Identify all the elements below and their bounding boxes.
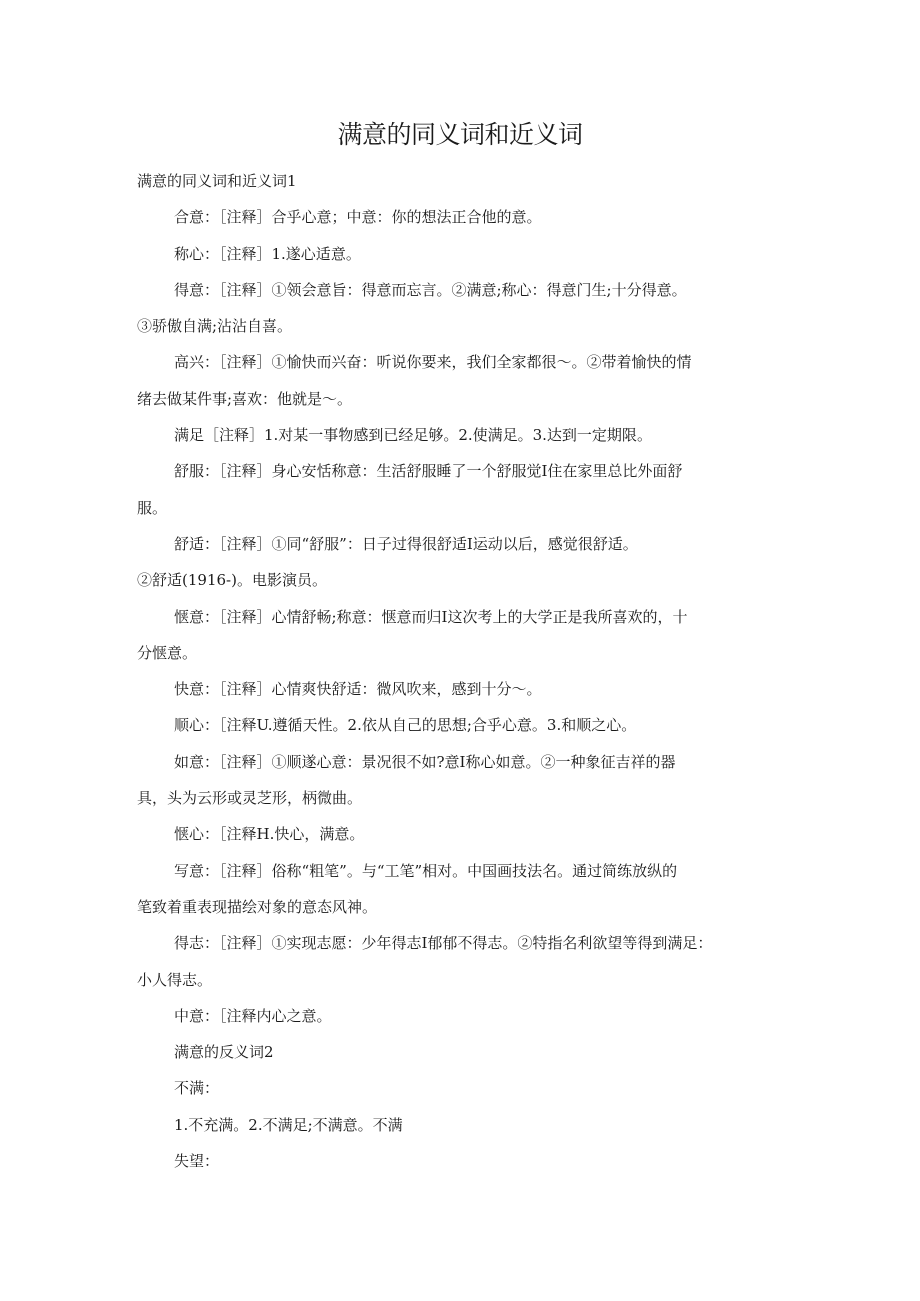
- entry-shufu: 舒服：［注释］身心安恬称意：生活舒服睡了一个舒服觉I住在家里总比外面舒: [174, 462, 683, 481]
- document-body: [137, 163, 787, 1179]
- entry-qieyi-cont: 分惬意。: [137, 643, 198, 662]
- entry-dezhi: 得志：［注释］①实现志愿：少年得志I郁郁不得志。②特指名利欲望等得到满足：: [174, 934, 713, 953]
- entry-qieyi: 惬意：［注释］心情舒畅;称意：惬意而归I这次考上的大学正是我所喜欢的，十: [174, 607, 688, 626]
- entry-dezhi-cont: 小人得志。: [137, 970, 213, 989]
- entry-shunxin: 顺心：［注释U.遵循天性。2.依从自己的思想;合乎心意。3.和顺之心。: [174, 716, 637, 735]
- entry-manzu: 满足［注释］1.对某一事物感到已经足够。2.使满足。3.达到一定期限。: [174, 426, 652, 445]
- antonym-heading: 满意的反义词2: [174, 1043, 274, 1062]
- entry-ruyi: 如意：［注释］①顺遂心意：景况很不如?意I称心如意。②一种象征吉祥的器: [174, 752, 676, 771]
- entry-zhongyi: 中意：［注释内心之意。: [174, 1006, 332, 1025]
- entry-deyi: 得意：［注释］①领会意旨：得意而忘言。②满意;称心：得意门生;十分得意。: [174, 280, 687, 299]
- entry-shushi-cont: ②舒适(1916-)。电影演员。: [137, 571, 327, 590]
- entry-shufu-cont: 服。: [137, 498, 168, 517]
- entry-gaoxing-cont: 绪去做某件事;喜欢：他就是～。: [137, 389, 353, 408]
- entry-xieyi-cont: 笔致着重表现描绘对象的意态风神。: [137, 897, 378, 916]
- entry-kuaiyi: 快意：［注释］心情爽快舒适：微风吹来，感到十分～。: [174, 680, 542, 699]
- entry-heyi: 合意：［注释］合乎心意；中意：你的想法正合他的意。: [174, 208, 542, 227]
- entry-xieyi: 写意：［注释］俗称“粗笔”。与“工笔”相对。中国画技法名。通过简练放纵的: [174, 861, 678, 880]
- entry-gaoxing: 高兴：［注释］①愉快而兴奋：听说你要来，我们全家都很～。②带着愉快的情: [174, 353, 692, 372]
- entry-buman: 不满：: [174, 1079, 220, 1098]
- entry-shushi: 舒适：［注释］①同“舒服”：日子过得很舒适I运动以后，感觉很舒适。: [174, 534, 638, 553]
- entry-qiexin: 惬心：［注释H.快心，满意。: [174, 825, 365, 844]
- entry-ruyi-cont: 具，头为云形或灵芝形，柄微曲。: [137, 789, 363, 808]
- entry-buman-def: 1.不充满。2.不满足;不满意。不满: [174, 1115, 403, 1134]
- entry-deyi-cont: ③骄傲自满;沾沾自喜。: [137, 317, 293, 336]
- document-title: 满意的同义词和近义词: [337, 120, 583, 149]
- subtitle: 满意的同义词和近义词1: [137, 172, 297, 190]
- entry-chenxin: 称心：［注释］1.遂心适意。: [174, 244, 361, 263]
- entry-shiwang: 失望：: [174, 1152, 220, 1171]
